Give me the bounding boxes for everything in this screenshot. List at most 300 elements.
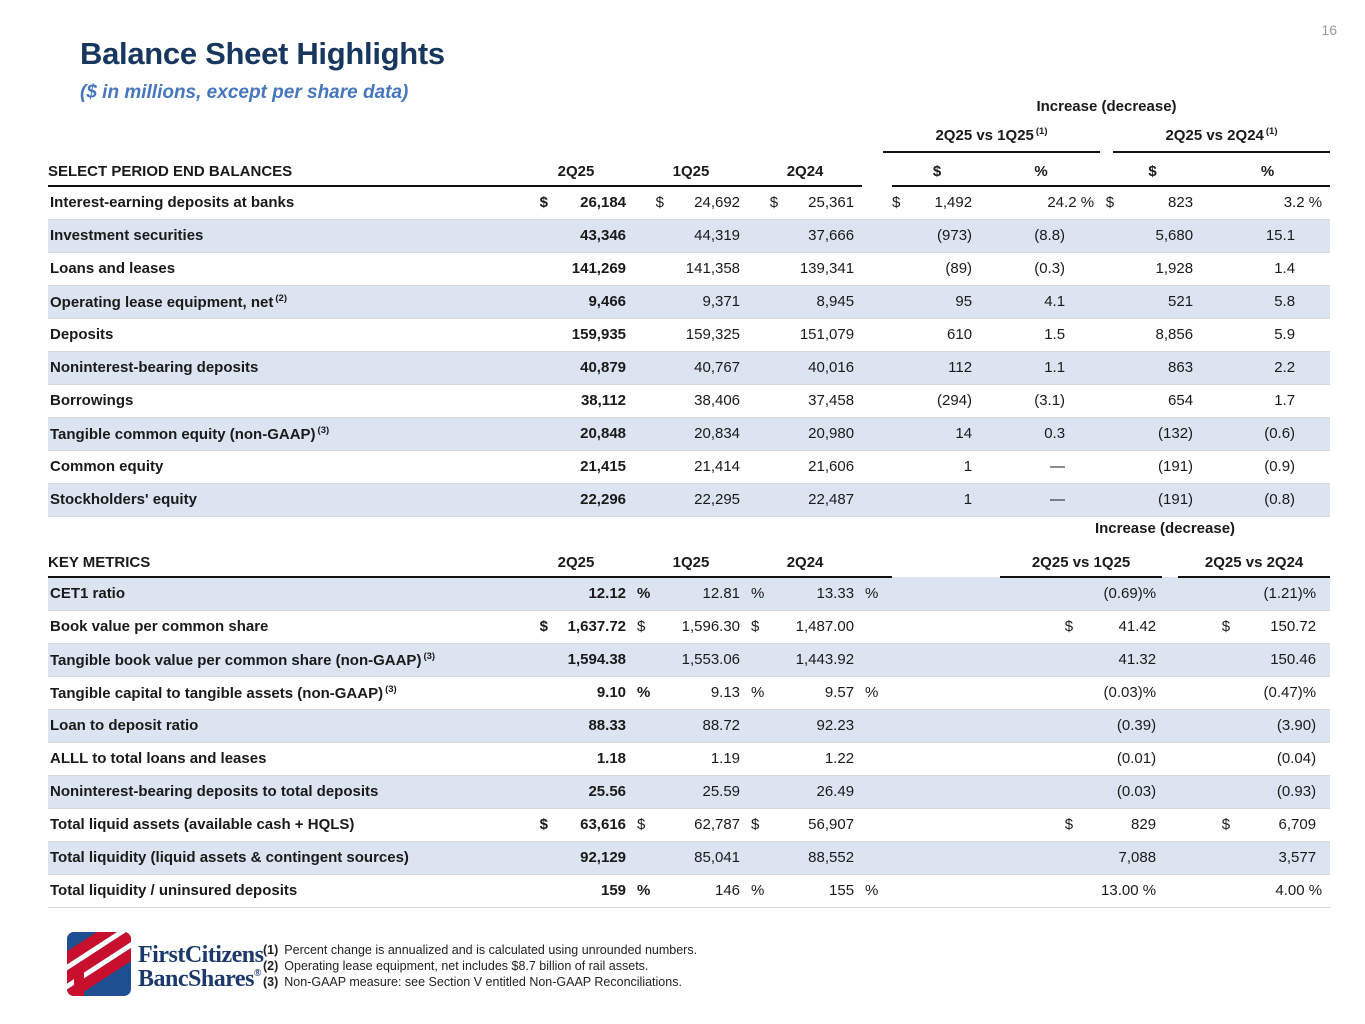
value-cell: 1.7 (1274, 392, 1296, 409)
header-rule (883, 151, 1100, 153)
value-cell (1000, 709, 1085, 742)
value-cell: $ (637, 816, 646, 833)
row-label (48, 417, 518, 450)
row-label (48, 676, 518, 709)
value-cell: 4.00 % (1275, 882, 1323, 899)
value-cell (518, 643, 552, 676)
value-cell: 12.12 (588, 585, 627, 603)
value-cell: 1.1 (1044, 359, 1066, 376)
value-cell: 40,767 (694, 359, 741, 376)
value-cell (518, 252, 552, 285)
value-cell (518, 775, 552, 808)
value-cell: 14 (955, 425, 973, 442)
table-row (48, 285, 1330, 318)
table-row (48, 643, 1330, 676)
value-cell (1178, 676, 1242, 709)
value-cell (748, 318, 782, 351)
value-cell: 3,577 (1278, 849, 1317, 866)
value-cell: 141,269 (571, 260, 627, 277)
value-cell: 21,414 (694, 458, 741, 475)
row-label-text: Book value per common share (50, 618, 269, 635)
first-citizens-logo-icon (66, 930, 266, 1002)
row-label-text: Operating lease equipment, net (50, 293, 274, 311)
value-cell (748, 841, 782, 874)
spacer-cell (892, 874, 1000, 907)
vs-label: 2Q25 vs 2Q24 (1165, 127, 1264, 144)
value-cell: 25,361 (808, 194, 855, 212)
balances-vs-2q24-header (1113, 126, 1330, 144)
balances-vs-1q25-header (883, 126, 1100, 144)
value-cell (748, 483, 782, 516)
value-cell (862, 808, 892, 841)
value-cell: 146 (715, 882, 741, 899)
column-header-1q25: 1Q25 (634, 158, 748, 186)
value-cell: 654 (1168, 392, 1194, 409)
value-cell (518, 841, 552, 874)
spacer-cell (892, 549, 1000, 577)
footnote-text: Operating lease equipment, net includes $8.7 billion of rail assets. (284, 959, 649, 973)
balances-increase-header: Increase (decrease) (1036, 98, 1177, 115)
footnotes (263, 942, 697, 990)
value-cell (518, 577, 552, 610)
value-cell (748, 252, 782, 285)
balances-header-row (48, 158, 1330, 186)
column-header-pct-1: % (982, 158, 1100, 186)
value-cell (1178, 577, 1242, 610)
spacer-cell (862, 158, 892, 186)
value-cell: (8.8) (1034, 227, 1066, 244)
row-label (48, 775, 518, 808)
value-cell: % (637, 684, 651, 701)
value-cell: 1.5 (1044, 326, 1066, 343)
value-cell (892, 450, 920, 483)
value-cell (748, 742, 782, 775)
footnote-marker: (3) (385, 683, 397, 695)
spacer-cell (1162, 643, 1178, 676)
value-cell: (3.90) (1276, 717, 1317, 734)
footnote-marker: (2) (275, 292, 288, 304)
value-cell: 63,616 (580, 816, 627, 833)
header-rule (1113, 151, 1330, 153)
spacer-cell (862, 351, 892, 384)
column-header-dollar-1: $ (892, 158, 982, 186)
row-label-text: Noninterest-bearing deposits to total deposits (50, 783, 379, 800)
value-cell: 7,088 (1118, 849, 1157, 866)
value-cell: 92,129 (580, 849, 627, 866)
value-cell (1178, 742, 1242, 775)
value-cell: 24.2 % (1047, 194, 1095, 212)
spacer-cell (892, 577, 1000, 610)
column-header-pct-2: % (1205, 158, 1330, 186)
value-cell: 9.10 (596, 684, 627, 701)
value-cell: 863 (1168, 359, 1194, 376)
spacer-cell (892, 643, 1000, 676)
value-cell (634, 252, 668, 285)
value-cell (1100, 285, 1140, 318)
value-cell (1000, 577, 1085, 610)
value-cell (1000, 874, 1085, 907)
value-cell (1178, 841, 1242, 874)
value-cell: 26.49 (816, 783, 855, 800)
value-cell (1100, 252, 1140, 285)
value-cell (634, 643, 668, 676)
value-cell: 1.4 (1274, 260, 1296, 277)
row-label (48, 384, 518, 417)
row-label (48, 742, 518, 775)
value-cell: 22,295 (694, 491, 741, 508)
value-cell: (294) (937, 392, 973, 409)
value-cell (1178, 775, 1242, 808)
value-cell: 41.32 (1118, 651, 1157, 668)
value-cell (634, 709, 668, 742)
value-cell: 9.13 (710, 684, 741, 701)
value-cell: (0.69)% (1103, 585, 1157, 603)
value-cell: 9.57 (824, 684, 855, 701)
spacer-cell (862, 318, 892, 351)
value-cell: (0.47)% (1263, 684, 1317, 701)
value-cell: 88.33 (588, 717, 627, 734)
value-cell (634, 742, 668, 775)
value-cell: % (865, 882, 879, 899)
footnote-text: Non-GAAP measure: see Section V entitled Non-GAAP Reconciliations. (284, 975, 682, 989)
value-cell: 20,980 (808, 425, 855, 442)
value-cell: 1 (963, 491, 973, 508)
page-title: Balance Sheet Highlights (80, 36, 445, 71)
value-cell (892, 417, 920, 450)
spacer-cell (1162, 610, 1178, 643)
spacer-cell (862, 450, 892, 483)
value-cell (748, 384, 782, 417)
value-cell: 40,016 (808, 359, 855, 376)
value-cell (748, 709, 782, 742)
value-cell: $ (751, 618, 760, 635)
value-cell: $ (655, 194, 665, 212)
vs-label: 2Q25 vs 1Q25 (935, 127, 1034, 144)
value-cell: 1,594.38 (567, 651, 627, 668)
value-cell: 150.72 (1270, 618, 1317, 635)
value-cell (748, 285, 782, 318)
value-cell: 20,834 (694, 425, 741, 442)
page-subtitle: ($ in millions, except per share data) (80, 82, 409, 103)
value-cell: 0.3 (1044, 425, 1066, 442)
row-label-text: Investment securities (50, 227, 204, 244)
value-cell: % (637, 585, 651, 603)
spacer-cell (862, 549, 892, 577)
value-cell: 37,666 (808, 227, 855, 244)
row-label-text: Borrowings (50, 392, 134, 409)
value-cell: 1 (963, 458, 973, 475)
spacer-cell (892, 610, 1000, 643)
row-label (48, 450, 518, 483)
column-header-2q24: 2Q24 (748, 549, 862, 577)
value-cell: (0.04) (1276, 750, 1317, 767)
spacer-cell (862, 285, 892, 318)
value-cell: $ (637, 618, 646, 635)
value-cell: 9,466 (588, 293, 627, 310)
metrics-increase-header: Increase (decrease) (1094, 520, 1236, 537)
value-cell (518, 351, 552, 384)
value-cell (1178, 643, 1242, 676)
value-cell: (973) (937, 227, 973, 244)
row-label (48, 351, 518, 384)
value-cell (1000, 643, 1085, 676)
value-cell (862, 841, 892, 874)
value-cell: 155 (829, 882, 855, 899)
footnote-marker: (1) (263, 943, 279, 957)
table-row (48, 676, 1330, 709)
metrics-header-row (48, 549, 1330, 577)
table-row (48, 742, 1330, 775)
value-cell: 8,856 (1155, 326, 1194, 343)
table-row (48, 351, 1330, 384)
row-label-text: Total liquidity / uninsured deposits (50, 882, 298, 899)
value-cell: 13.33 (816, 585, 855, 603)
value-cell: 25.59 (702, 783, 741, 800)
row-label (48, 709, 518, 742)
spacer-cell (1162, 709, 1178, 742)
value-cell: % (865, 585, 879, 603)
value-cell (862, 709, 892, 742)
value-cell: 21,606 (808, 458, 855, 475)
value-cell: — (1050, 491, 1066, 508)
page-number: 16 (1321, 22, 1337, 38)
table-row (48, 252, 1330, 285)
row-label (48, 874, 518, 907)
row-label (48, 318, 518, 351)
value-cell (634, 219, 668, 252)
spacer-cell (1162, 808, 1178, 841)
value-cell: 150.46 (1270, 651, 1317, 668)
company-logo (66, 930, 266, 1007)
value-cell (862, 643, 892, 676)
spacer-cell (1162, 577, 1178, 610)
table-row (48, 775, 1330, 808)
spacer-cell (892, 709, 1000, 742)
value-cell: 1,443.92 (795, 651, 855, 668)
value-cell (862, 742, 892, 775)
value-cell: 56,907 (808, 816, 855, 833)
row-label-text: CET1 ratio (50, 585, 126, 603)
row-label (48, 643, 518, 676)
value-cell: $ (1064, 618, 1074, 635)
spacer-cell (1162, 676, 1178, 709)
value-cell: 1.22 (824, 750, 855, 767)
spacer-cell (862, 483, 892, 516)
value-cell: 4.1 (1044, 293, 1066, 310)
footnote-marker: (3) (423, 650, 436, 662)
value-cell: 22,296 (580, 491, 627, 508)
value-cell: 2.2 (1274, 359, 1296, 376)
value-cell: % (751, 684, 765, 701)
value-cell: $ (1221, 816, 1231, 833)
footnote-marker: (2) (263, 959, 279, 973)
row-label-text: Tangible capital to tangible assets (non-GAAP) (50, 684, 384, 702)
value-cell: 21,415 (580, 458, 627, 475)
spacer-cell (1162, 841, 1178, 874)
value-cell: (191) (1158, 458, 1194, 475)
value-cell: 1,596.30 (681, 618, 741, 635)
value-cell: (0.3) (1034, 260, 1066, 277)
value-cell: 5.9 (1274, 326, 1296, 343)
row-label (48, 252, 518, 285)
value-cell: 15.1 (1265, 227, 1296, 244)
footnote-marker: (1) (1035, 126, 1048, 137)
value-cell: 159 (600, 882, 627, 899)
row-label (48, 285, 518, 318)
value-cell: (0.8) (1264, 491, 1296, 508)
value-cell: 5.8 (1274, 293, 1296, 310)
value-cell: (0.6) (1264, 425, 1296, 442)
value-cell: 1,928 (1155, 260, 1194, 277)
value-cell (518, 676, 552, 709)
row-label-text: Loans and leases (50, 260, 176, 277)
spacer-cell (892, 775, 1000, 808)
value-cell: (89) (945, 260, 973, 277)
value-cell (862, 775, 892, 808)
value-cell: 88.72 (702, 717, 741, 734)
column-header-2q25: 2Q25 (518, 158, 634, 186)
footnote-line (263, 958, 697, 974)
value-cell: $ (1105, 194, 1115, 212)
value-cell (892, 351, 920, 384)
balances-table (48, 158, 1330, 517)
spacer-cell (862, 219, 892, 252)
value-cell (1178, 874, 1242, 907)
spacer-cell (892, 742, 1000, 775)
value-cell: 20,848 (580, 425, 627, 442)
value-cell: 1,637.72 (567, 618, 627, 635)
row-label (48, 610, 518, 643)
value-cell: % (865, 684, 879, 701)
value-cell (748, 219, 782, 252)
value-cell (1100, 450, 1140, 483)
value-cell (518, 483, 552, 516)
spacer-cell (862, 252, 892, 285)
spacer-cell (892, 841, 1000, 874)
logo-line2-text: BancShares® (138, 966, 261, 992)
value-cell (1000, 676, 1085, 709)
value-cell: 95 (955, 293, 973, 310)
value-cell (892, 285, 920, 318)
footnote-marker: (1) (1265, 126, 1278, 137)
table-row (48, 577, 1330, 610)
footnote-line (263, 974, 697, 990)
value-cell: $ (539, 194, 548, 212)
value-cell: $ (1064, 816, 1074, 833)
row-label-text: Noninterest-bearing deposits (50, 359, 259, 376)
balances-section-label: SELECT PERIOD END BALANCES (48, 158, 518, 186)
value-cell: 37,458 (808, 392, 855, 409)
value-cell: 521 (1168, 293, 1194, 310)
value-cell: 62,787 (694, 816, 741, 833)
spacer-cell (862, 417, 892, 450)
row-label-text: Stockholders' equity (50, 491, 197, 508)
table-row (48, 186, 1330, 219)
table-row (48, 709, 1330, 742)
value-cell: % (751, 585, 765, 603)
value-cell: (0.93) (1276, 783, 1317, 800)
value-cell: $ (892, 194, 901, 212)
value-cell (518, 709, 552, 742)
row-label (48, 483, 518, 516)
value-cell (1100, 384, 1140, 417)
value-cell (634, 318, 668, 351)
row-label (48, 219, 518, 252)
value-cell (634, 450, 668, 483)
value-cell (1100, 351, 1140, 384)
value-cell: 92.23 (816, 717, 855, 734)
column-header-1q25: 1Q25 (634, 549, 748, 577)
row-label-text: Tangible common equity (non-GAAP) (50, 425, 316, 443)
value-cell: 159,935 (571, 326, 627, 343)
column-header-dollar-2: $ (1100, 158, 1205, 186)
table-row (48, 874, 1330, 907)
table-row (48, 610, 1330, 643)
row-label (48, 808, 518, 841)
metrics-vs-2q24-header: 2Q25 vs 2Q24 (1178, 549, 1330, 577)
value-cell: 1.19 (710, 750, 741, 767)
spacer-cell (1162, 549, 1178, 577)
value-cell: 141,358 (685, 260, 741, 277)
value-cell (518, 384, 552, 417)
row-label (48, 577, 518, 610)
value-cell (892, 318, 920, 351)
value-cell (1000, 841, 1085, 874)
value-cell: % (637, 882, 651, 899)
value-cell: 6,709 (1278, 816, 1317, 833)
value-cell: 3.2 % (1283, 194, 1323, 212)
column-header-2q24: 2Q24 (748, 158, 862, 186)
row-label-text: Loan to deposit ratio (50, 717, 199, 734)
spacer-cell (1162, 742, 1178, 775)
value-cell: (1.21)% (1263, 585, 1317, 603)
value-cell (748, 351, 782, 384)
value-cell: 22,487 (808, 491, 855, 508)
spacer-cell (1162, 775, 1178, 808)
value-cell (634, 351, 668, 384)
row-label-text: Interest-earning deposits at banks (50, 194, 295, 212)
value-cell: 823 (1168, 194, 1194, 212)
value-cell: (0.03) (1116, 783, 1157, 800)
value-cell (892, 384, 920, 417)
value-cell (748, 417, 782, 450)
value-cell (862, 610, 892, 643)
value-cell: (191) (1158, 491, 1194, 508)
value-cell (518, 219, 552, 252)
row-label-text: Tangible book value per common share (non-GAAP) (50, 651, 422, 669)
value-cell: 38,406 (694, 392, 741, 409)
table-row (48, 318, 1330, 351)
value-cell: 44,319 (694, 227, 741, 244)
value-cell: $ (769, 194, 779, 212)
spacer-cell (892, 676, 1000, 709)
metrics-table (48, 549, 1330, 908)
value-cell (1000, 742, 1085, 775)
value-cell (892, 252, 920, 285)
value-cell: 1.18 (596, 750, 627, 767)
table-row (48, 384, 1330, 417)
table-row (48, 450, 1330, 483)
column-header-2q25: 2Q25 (518, 549, 634, 577)
spacer-cell (892, 808, 1000, 841)
value-cell: 1,487.00 (795, 618, 855, 635)
value-cell (1100, 483, 1140, 516)
value-cell (634, 483, 668, 516)
table-row (48, 808, 1330, 841)
value-cell: 9,371 (702, 293, 741, 310)
table-row (48, 841, 1330, 874)
value-cell: 610 (947, 326, 973, 343)
